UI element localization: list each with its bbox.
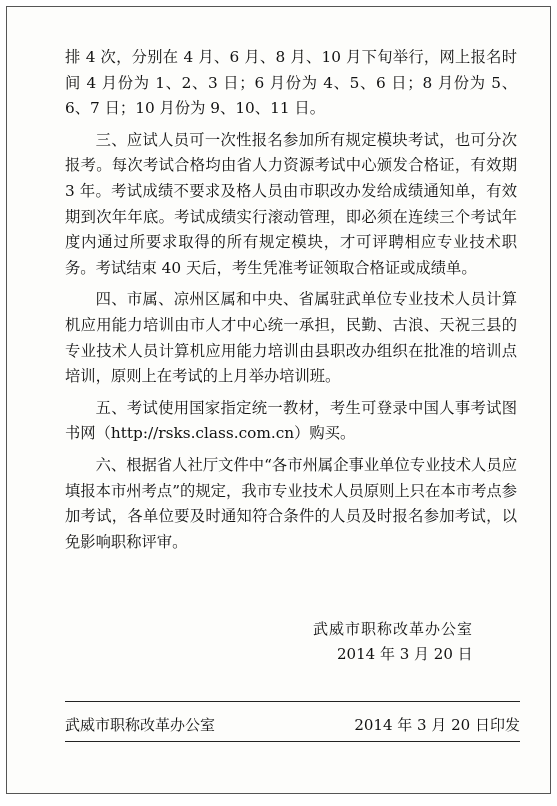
paragraph-item-4: 四、市属、凉州区属和中央、省属驻武单位专业技术人员计算机应用能力培训由市人才中心统一承担，民勤、古浪、天祝三县的专业技术人员计算机应用能力培训由县职改办组织在批准的培训点培训，原则上在考试的上月举办培训班。 [65,290,517,386]
paragraph-schedule: 排 4 次，分别在 4 月、6 月、8 月、10 月下旬举行，网上报名时间 4 月份为 1、2、3 日；6 月份为 4、5、6 日；8 月份为 5、6、7 日；10 月份为 9、10、11 日。 [65,48,517,118]
paragraph-item-3: 三、应试人员可一次性报名参加所有规定模块考试，也可分次报考。每次考试合格均由省人力资源考试中心颁发合格证，有效期 3 年。考试成绩不要求及格人员由市职改办发给成绩通知单，有效期到次年年底。考试成绩实行滚动管理，即必须在连续三个考试年度内通过所要求取得的所有规定模块，才可评聘相应专业技术职务。考试结束 40 天后，考生凭准考证领取合格证或成绩单。 [65,130,517,277]
footer-issuer: 武威市职称改革办公室 [65,716,216,734]
footer [65,714,520,735]
paragraph-item-5: 五、考试使用国家指定统一教材，考生可登录中国人事考试图书网（http://rsks.class.com.cn）购买。 [65,398,517,443]
footer-top-rule [65,701,520,702]
footer-bottom-rule [65,741,520,742]
signature-block [313,617,473,667]
paragraph-item-6: 六、根据省人社厅文件中“各市州属企事业单位专业技术人员应填报本市州考点”的规定，我市专业技术人员原则上只在本市考点参加考试，各单位要及时通知符合条件的人员及时报名参加考试，以免影响职称评审。 [65,455,517,551]
signature-date: 2014 年 3 月 20 日 [337,645,473,663]
document-page [6,6,551,794]
footer-issue-date: 2014 年 3 月 20 日印发 [354,716,520,734]
signature-org: 武威市职称改革办公室 [313,620,474,638]
document-body [65,45,517,561]
